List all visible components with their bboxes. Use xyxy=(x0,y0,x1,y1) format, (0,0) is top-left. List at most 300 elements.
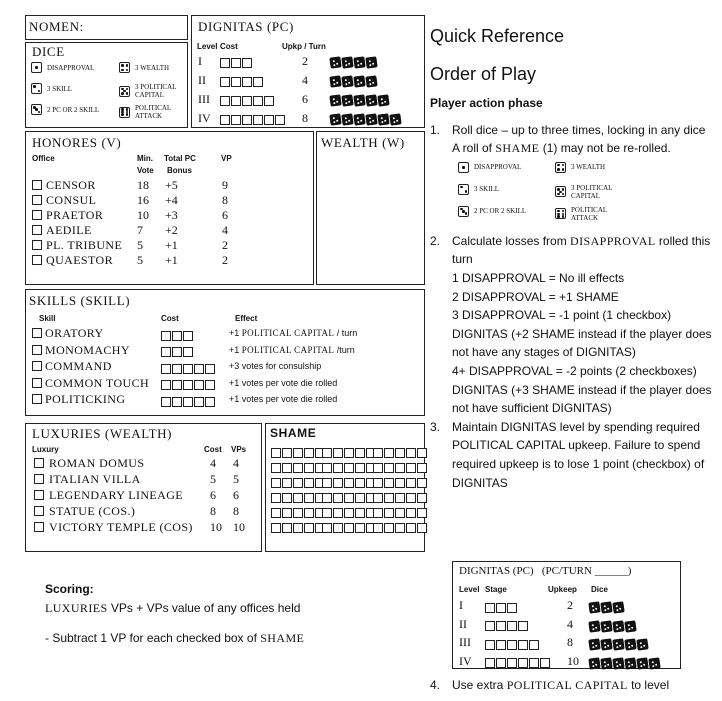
skill-cost-checkbox[interactable] xyxy=(183,364,193,374)
skill-checkbox[interactable] xyxy=(32,394,42,404)
shame-checkbox[interactable] xyxy=(282,493,292,503)
dignitas-cost-checkbox[interactable] xyxy=(275,115,285,125)
step-3: 3. Maintain DIGNITAS level by spending required POLITICAL CAPITAL upkeep. Failure to spend required upkeep is to lose 1 point (checkbox) of DIGNITAS xyxy=(430,419,705,490)
skill-cost-checkbox[interactable] xyxy=(194,380,204,390)
shame-checkbox[interactable] xyxy=(355,523,365,533)
luxury-row xyxy=(26,488,261,503)
mini-stage-checkbox[interactable] xyxy=(485,640,495,650)
mini-stage-checkbox[interactable] xyxy=(518,640,528,650)
step-1-text-end: (1) may not be re-rolled. xyxy=(539,141,671,156)
mini-dignitas-row xyxy=(453,635,680,650)
skill-cost-checkbox[interactable] xyxy=(172,364,182,374)
skill-cost-checkbox[interactable] xyxy=(161,331,171,341)
shame-checkbox[interactable] xyxy=(344,508,354,518)
shame-checkbox[interactable] xyxy=(373,523,383,533)
shame-checkbox[interactable] xyxy=(271,448,281,458)
dignitas-col-upkeep: Upkp / Turn xyxy=(282,42,326,51)
dice-legend-label: 3 WEALTH xyxy=(135,63,170,72)
mini-stage-boxes xyxy=(485,636,540,654)
office-min-vote: 18 xyxy=(137,178,149,192)
scoring-luxuries: LUXURIES xyxy=(45,601,108,615)
shame-checkbox[interactable] xyxy=(355,448,365,458)
die-face-4-icon xyxy=(555,162,566,173)
office-min-vote: 5 xyxy=(137,253,143,267)
skill-name: POLITICKING xyxy=(45,392,126,406)
office-checkbox[interactable] xyxy=(32,195,42,205)
dignitas-cost-checkbox[interactable] xyxy=(220,58,230,68)
skill-checkbox[interactable] xyxy=(32,361,42,371)
shame-checkbox[interactable] xyxy=(282,478,292,488)
shame-checkbox[interactable] xyxy=(373,448,383,458)
shame-checkbox[interactable] xyxy=(417,478,427,488)
black-die-icon xyxy=(600,602,612,614)
shame-checkbox[interactable] xyxy=(322,448,332,458)
dice-group xyxy=(589,618,637,636)
dice-legend-label: DISAPPROVAL xyxy=(47,63,95,72)
skills-title: SKILLS (SKILL) xyxy=(29,293,131,308)
shame-checkbox[interactable] xyxy=(322,508,332,518)
luxury-cost: 10 xyxy=(210,520,222,534)
shame-checkbox[interactable] xyxy=(293,493,303,503)
shame-checkbox[interactable] xyxy=(282,523,292,533)
shame-checkbox[interactable] xyxy=(395,493,405,503)
dignitas-cost-checkbox[interactable] xyxy=(231,58,241,68)
office-vp: 8 xyxy=(222,193,228,207)
skill-effect xyxy=(229,378,337,388)
mini-stage-checkbox[interactable] xyxy=(485,621,495,631)
luxury-name: STATUE (COS.) xyxy=(49,504,136,518)
shame-checkbox[interactable] xyxy=(282,463,292,473)
die-face-6-icon xyxy=(555,208,566,219)
skill-row xyxy=(26,326,424,341)
skill-effect-text: +1 votes per vote die rolled xyxy=(229,377,338,388)
black-die-icon xyxy=(365,95,377,107)
skill-cost-checkbox[interactable] xyxy=(205,397,215,407)
mini-col-stage: Stage xyxy=(485,585,507,594)
office-min-vote: 10 xyxy=(137,208,149,222)
luxury-checkbox[interactable] xyxy=(34,490,44,500)
dignitas-cost-boxes xyxy=(220,73,264,91)
office-name: CONSUL xyxy=(46,193,97,207)
shame-checkbox[interactable] xyxy=(293,478,303,488)
black-die-icon xyxy=(353,76,365,88)
shame-checkbox[interactable] xyxy=(406,493,416,503)
honores-col-vp: VP xyxy=(221,154,232,163)
dignitas-cost-checkbox[interactable] xyxy=(220,77,230,87)
honores-col-total: Total PC xyxy=(164,154,196,163)
skill-effect-text: +1 xyxy=(229,328,242,338)
scoring-line-2 xyxy=(45,629,375,648)
skill-cost-checkbox[interactable] xyxy=(183,380,193,390)
quickref-dice-legend xyxy=(458,162,715,232)
black-die-icon xyxy=(329,76,341,88)
shame-checkbox[interactable] xyxy=(304,478,314,488)
quickref-order-title: Order of Play xyxy=(430,64,537,84)
scoring-title: Scoring: xyxy=(45,582,94,596)
shame-checkbox[interactable] xyxy=(271,523,281,533)
luxuries-col-luxury: Luxury xyxy=(32,445,59,454)
mini-stage-checkbox[interactable] xyxy=(507,621,517,631)
black-die-icon xyxy=(341,57,353,69)
shame-checkbox[interactable] xyxy=(406,448,416,458)
shame-checkbox[interactable] xyxy=(355,508,365,518)
office-checkbox[interactable] xyxy=(32,210,42,220)
skill-row xyxy=(26,392,424,407)
wealth-box[interactable] xyxy=(316,131,425,285)
shame-checkbox[interactable] xyxy=(344,523,354,533)
mini-stage-checkbox[interactable] xyxy=(485,658,495,668)
dice-box xyxy=(25,42,188,128)
shame-checkbox[interactable] xyxy=(304,493,314,503)
skill-row xyxy=(26,343,424,358)
shame-checkbox[interactable] xyxy=(333,493,343,503)
mini-stage-checkbox[interactable] xyxy=(496,640,506,650)
dice-legend-item xyxy=(31,104,116,115)
dignitas-cost-checkbox[interactable] xyxy=(242,96,252,106)
luxury-name: ITALIAN VILLA xyxy=(49,472,141,486)
mini-stage-checkbox[interactable] xyxy=(529,640,539,650)
luxury-checkbox[interactable] xyxy=(34,522,44,532)
loss-1: 1 DISAPPROVAL = No ill effects xyxy=(452,270,625,285)
skill-cost-checkbox[interactable] xyxy=(205,380,215,390)
office-min-vote: 7 xyxy=(137,223,143,237)
shame-checkbox[interactable] xyxy=(384,463,394,473)
shame-checkbox[interactable] xyxy=(373,478,383,488)
skill-cost-checkbox[interactable] xyxy=(172,397,182,407)
skill-effect-suffix: /turn xyxy=(334,344,355,355)
dignitas-cost-checkbox[interactable] xyxy=(231,77,241,87)
dignitas-cost-checkbox[interactable] xyxy=(242,77,252,87)
skill-cost-checkbox[interactable] xyxy=(172,380,182,390)
shame-checkbox[interactable] xyxy=(333,448,343,458)
shame-checkbox[interactable] xyxy=(271,478,281,488)
dice-group xyxy=(330,92,390,110)
shame-checkbox[interactable] xyxy=(293,508,303,518)
dignitas-level: IV xyxy=(198,111,211,125)
shame-checkbox[interactable] xyxy=(384,448,394,458)
dignitas-level: II xyxy=(198,73,206,87)
mini-dignitas-title: DIGNITAS (PC) (PC/TURN ______) xyxy=(459,565,632,577)
shame-checkbox[interactable] xyxy=(304,523,314,533)
black-die-icon xyxy=(341,95,353,107)
shame-checkbox[interactable] xyxy=(355,493,365,503)
office-name: PL. TRIBUNE xyxy=(46,238,123,252)
skill-effect-text: +1 xyxy=(229,344,242,355)
shame-checkbox[interactable] xyxy=(271,463,281,473)
black-die-icon xyxy=(353,57,365,69)
dignitas-cost-checkbox[interactable] xyxy=(242,115,252,125)
shame-checkbox[interactable] xyxy=(293,523,303,533)
shame-checkbox[interactable] xyxy=(333,523,343,533)
luxury-row xyxy=(26,520,261,535)
dice-group xyxy=(589,636,649,654)
step-1: 1. Roll dice – up to three times, locking in any dice A roll of SHAME (1) may not be re-rolled. xyxy=(430,122,706,156)
skill-cost-checkbox[interactable] xyxy=(172,331,182,341)
shame-checkbox[interactable] xyxy=(282,448,292,458)
skill-cost-checkbox[interactable] xyxy=(183,347,193,357)
skill-cost-checkbox[interactable] xyxy=(161,397,171,407)
luxury-checkbox[interactable] xyxy=(34,458,44,468)
shame-checkbox[interactable] xyxy=(322,493,332,503)
mini-stage-checkbox[interactable] xyxy=(518,658,528,668)
black-die-icon xyxy=(600,620,612,632)
shame-checkbox[interactable] xyxy=(344,448,354,458)
quickref-dice-item xyxy=(555,184,650,200)
die-face-2-icon xyxy=(31,83,42,94)
scoring-shame: SHAME xyxy=(260,631,305,645)
shame-checkbox[interactable] xyxy=(373,463,383,473)
office-checkbox[interactable] xyxy=(32,225,42,235)
mini-dignitas-row xyxy=(453,617,680,632)
shame-checkbox[interactable] xyxy=(333,508,343,518)
mini-stage-checkbox[interactable] xyxy=(496,603,506,613)
shame-checkbox[interactable] xyxy=(304,508,314,518)
shame-checkbox[interactable] xyxy=(417,508,427,518)
mini-dignitas-row xyxy=(453,598,680,613)
luxuries-title: LUXURIES (WEALTH) xyxy=(32,426,173,441)
dignitas-upkeep: 6 xyxy=(302,92,308,106)
shame-checkbox[interactable] xyxy=(293,463,303,473)
shame-checkbox[interactable] xyxy=(355,463,365,473)
luxury-vps: 10 xyxy=(233,520,245,534)
black-die-icon xyxy=(329,95,341,107)
shame-checkbox[interactable] xyxy=(322,523,332,533)
mini-stage-checkbox[interactable] xyxy=(529,658,539,668)
black-die-icon xyxy=(353,95,365,107)
skill-cost-checkbox[interactable] xyxy=(161,347,171,357)
black-die-icon xyxy=(612,639,624,651)
dignitas-cost-checkbox[interactable] xyxy=(231,96,241,106)
dice-legend-item xyxy=(119,104,204,120)
shame-checkbox[interactable] xyxy=(417,493,427,503)
black-die-icon xyxy=(365,57,377,69)
shame-checkbox[interactable] xyxy=(395,463,405,473)
skill-cost-checkbox[interactable] xyxy=(205,364,215,374)
mini-stage-checkbox[interactable] xyxy=(485,603,495,613)
dignitas-cost-checkbox[interactable] xyxy=(231,115,241,125)
skill-checkbox[interactable] xyxy=(32,328,42,338)
office-checkbox[interactable] xyxy=(32,240,42,250)
luxuries-box xyxy=(25,423,262,552)
mini-level: IV xyxy=(459,653,472,668)
luxury-cost: 4 xyxy=(210,456,216,470)
shame-checkbox[interactable] xyxy=(344,493,354,503)
black-die-icon xyxy=(588,657,600,669)
shame-checkbox[interactable] xyxy=(373,508,383,518)
dignitas-cost-checkbox[interactable] xyxy=(220,115,230,125)
dignitas-cost-checkbox[interactable] xyxy=(253,77,263,87)
skills-col-effect: Effect xyxy=(235,314,258,323)
black-die-icon xyxy=(600,639,612,651)
skills-box xyxy=(25,289,425,416)
black-die-icon xyxy=(365,114,377,126)
honores-row xyxy=(26,223,313,238)
dignitas-cost-checkbox[interactable] xyxy=(253,115,263,125)
office-min-vote: 16 xyxy=(137,193,149,207)
quickref-dice-label: 2 PC OR 2 SKILL xyxy=(474,207,527,216)
skill-checkbox[interactable] xyxy=(32,378,42,388)
skill-name: COMMON TOUCH xyxy=(45,375,150,390)
mini-stage-checkbox[interactable] xyxy=(518,621,528,631)
dignitas-cost-checkbox[interactable] xyxy=(264,115,274,125)
mini-col-level: Level xyxy=(459,585,480,594)
black-die-icon xyxy=(624,657,636,669)
black-die-icon xyxy=(588,639,600,651)
office-vp: 4 xyxy=(222,223,228,237)
dignitas-cost-checkbox[interactable] xyxy=(242,58,252,68)
step-4: 4. Use extra POLITICAL CAPITAL to level xyxy=(430,678,670,692)
skill-cost-checkbox[interactable] xyxy=(194,364,204,374)
quickref-phase: Player action phase xyxy=(430,96,543,110)
quickref-title: Quick Reference xyxy=(430,26,565,46)
loss-2: 2 DISAPPROVAL = +1 SHAME xyxy=(452,289,619,304)
dice-legend-item xyxy=(119,62,204,73)
mini-stage-checkbox[interactable] xyxy=(507,658,517,668)
shame-checkbox[interactable] xyxy=(395,448,405,458)
die-face-3-icon xyxy=(31,104,42,115)
skill-cost-checkbox[interactable] xyxy=(183,397,193,407)
shame-checkbox[interactable] xyxy=(271,493,281,503)
office-vp: 6 xyxy=(222,208,228,222)
shame-checkbox[interactable] xyxy=(333,463,343,473)
skill-effect-text: +1 votes per vote die rolled xyxy=(229,394,338,404)
mini-stage-checkbox[interactable] xyxy=(496,658,506,668)
office-pc-bonus: +5 xyxy=(165,178,178,192)
dice-legend-label: 3 POLITICAL CAPITAL xyxy=(135,83,177,99)
shame-checkbox[interactable] xyxy=(406,478,416,488)
shame-checkbox[interactable] xyxy=(373,493,383,503)
dignitas-cost-checkbox[interactable] xyxy=(253,96,263,106)
shame-checkbox[interactable] xyxy=(304,448,314,458)
shame-title: SHAME xyxy=(270,426,317,440)
honores-col-min2: Vote xyxy=(137,166,154,175)
black-die-icon xyxy=(588,620,600,632)
mini-col-dice: Dice xyxy=(591,585,608,594)
skill-cost-checkbox[interactable] xyxy=(194,397,204,407)
honores-col-total2: Bonus xyxy=(167,166,192,175)
step-1-shame: SHAME xyxy=(495,141,540,156)
shame-checkbox[interactable] xyxy=(384,508,394,518)
skill-cost-checkbox[interactable] xyxy=(172,347,182,357)
mini-stage-checkbox[interactable] xyxy=(540,658,550,668)
skill-effect-pc: POLITICAL CAPITAL xyxy=(241,328,335,338)
dignitas-upkeep: 8 xyxy=(302,111,308,125)
quickref-dice-item xyxy=(555,162,650,173)
mini-upkeep: 2 xyxy=(567,598,573,612)
shame-box xyxy=(265,423,425,552)
skill-cost-checkbox[interactable] xyxy=(183,331,193,341)
black-die-icon xyxy=(353,114,365,126)
dice-group xyxy=(330,111,402,129)
shame-checkbox[interactable] xyxy=(344,478,354,488)
mini-stage-checkbox[interactable] xyxy=(496,621,506,631)
luxury-checkbox[interactable] xyxy=(34,474,44,484)
black-die-icon xyxy=(341,114,353,126)
skill-cost-checkbox[interactable] xyxy=(161,364,171,374)
luxury-checkbox[interactable] xyxy=(34,506,44,516)
dice-legend-item xyxy=(31,62,116,73)
dignitas-cost-checkbox[interactable] xyxy=(264,96,274,106)
luxury-cost: 8 xyxy=(210,504,216,518)
black-die-icon xyxy=(600,657,612,669)
black-die-icon xyxy=(377,95,389,107)
skill-name: MONOMACHY xyxy=(45,342,130,357)
black-die-icon xyxy=(612,657,624,669)
skill-cost-checkbox[interactable] xyxy=(161,380,171,390)
shame-checkbox[interactable] xyxy=(293,448,303,458)
quickref-dice-label: POLITICAL ATTACK xyxy=(571,205,607,222)
black-die-icon xyxy=(636,639,648,651)
luxury-vps: 5 xyxy=(233,472,239,486)
office-min-vote: 5 xyxy=(137,238,143,252)
office-pc-bonus: +2 xyxy=(165,223,178,237)
dignitas-cost-checkbox[interactable] xyxy=(220,96,230,106)
shame-checkbox[interactable] xyxy=(406,523,416,533)
skill-effect xyxy=(229,345,355,355)
shame-checkbox[interactable] xyxy=(384,493,394,503)
shame-checkbox[interactable] xyxy=(395,478,405,488)
step-1-text: Roll dice – up to three times, locking in any dice A roll of xyxy=(452,122,706,156)
dice-group xyxy=(330,73,378,91)
dice-group xyxy=(589,599,625,617)
die-face-5-icon xyxy=(119,86,130,97)
dice-title: DICE xyxy=(32,44,65,59)
shame-checkbox[interactable] xyxy=(344,463,354,473)
shame-checkbox[interactable] xyxy=(271,508,281,518)
shame-checkbox[interactable] xyxy=(395,508,405,518)
mini-stage-checkbox[interactable] xyxy=(507,603,517,613)
office-checkbox[interactable] xyxy=(32,255,42,265)
honores-col-office: Office xyxy=(32,154,55,163)
shame-checkbox[interactable] xyxy=(333,478,343,488)
office-checkbox[interactable] xyxy=(32,180,42,190)
mini-dignitas-box xyxy=(452,561,681,669)
shame-checkbox[interactable] xyxy=(395,523,405,533)
dice-legend-label: 2 PC OR 2 SKILL xyxy=(47,105,100,114)
office-pc-bonus: +1 xyxy=(165,238,178,252)
shame-boxes xyxy=(271,519,326,537)
shame-checkbox[interactable] xyxy=(406,463,416,473)
shame-checkbox[interactable] xyxy=(322,463,332,473)
office-pc-bonus: +3 xyxy=(165,208,178,222)
shame-checkbox[interactable] xyxy=(384,523,394,533)
dignitas-level: I xyxy=(198,54,202,68)
dignitas-cost-boxes xyxy=(220,111,286,129)
shame-checkbox[interactable] xyxy=(384,478,394,488)
shame-checkbox[interactable] xyxy=(417,523,427,533)
office-name: CENSOR xyxy=(46,178,96,192)
loss-4: 4+ DISAPPROVAL = -2 points (2 checkboxes) DIGNITAS (+3 SHAME instead if the player does not have sufficient DIGNITAS) xyxy=(452,363,712,416)
mini-stage-checkbox[interactable] xyxy=(507,640,517,650)
shame-checkbox[interactable] xyxy=(406,508,416,518)
shame-checkbox[interactable] xyxy=(355,478,365,488)
dignitas-col-level: Level xyxy=(197,42,218,51)
office-vp: 2 xyxy=(222,238,228,252)
shame-checkbox[interactable] xyxy=(417,463,427,473)
shame-checkbox[interactable] xyxy=(304,463,314,473)
honores-row xyxy=(26,208,313,223)
nomen-box[interactable] xyxy=(25,15,188,40)
shame-checkbox[interactable] xyxy=(417,448,427,458)
quickref-dice-item xyxy=(458,184,553,195)
step-4-text-end: to level xyxy=(627,678,670,692)
shame-checkbox[interactable] xyxy=(322,478,332,488)
skill-cost-boxes xyxy=(161,393,216,411)
skill-effect xyxy=(229,361,321,371)
shame-checkbox[interactable] xyxy=(282,508,292,518)
black-die-icon xyxy=(389,114,401,126)
skill-checkbox[interactable] xyxy=(32,345,42,355)
